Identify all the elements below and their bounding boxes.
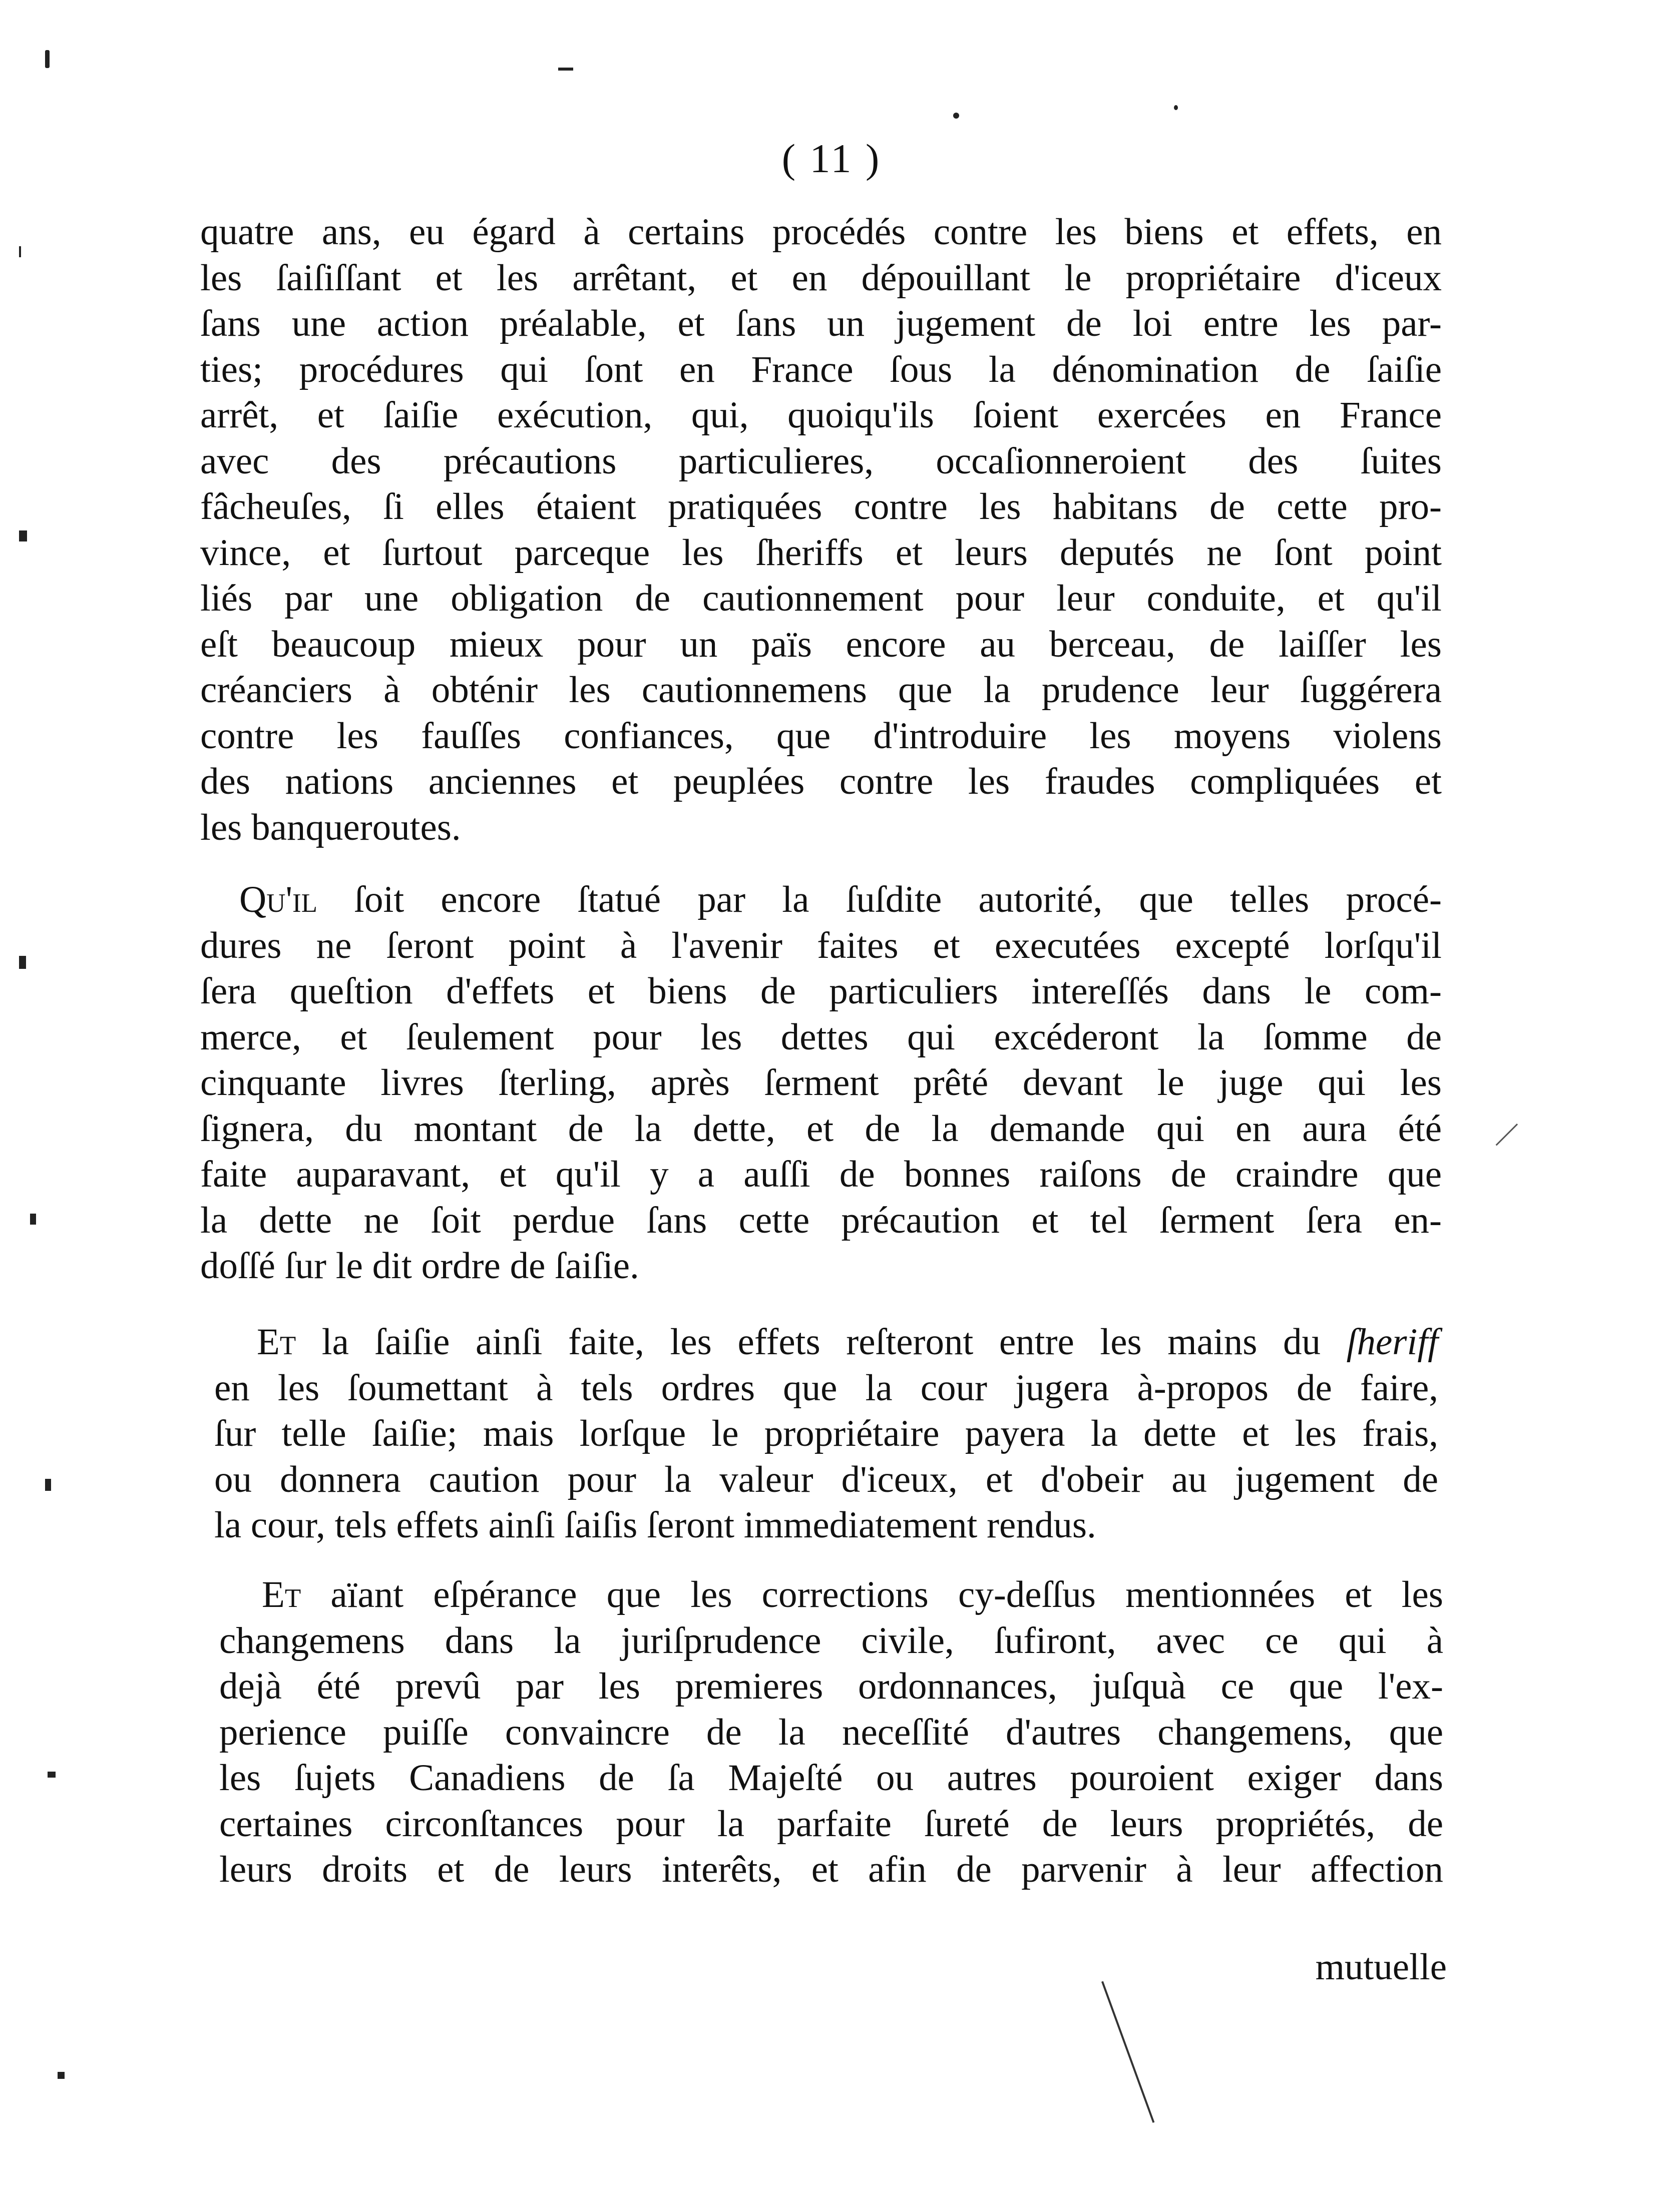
text-line: changemens dans la juriſprudence civile, ſufiront, avec ce qui à [219,1619,1443,1662]
paragraph-lead: Qu'il [239,879,317,920]
scan-speck [45,1479,51,1491]
text-fragment: la ſaiſie ainſi faite, les effets reſteront entre les mains du [296,1321,1347,1363]
text-line: eſt beaucoup mieux pour un païs encore au berceau, de laiſſer les [200,623,1442,665]
text-line [214,1319,1438,1365]
text-line: la dette ne ſoit perdue ſans cette précaution et tel ſerment ſera en- [200,1199,1442,1241]
text-line: certaines circonſtances pour la parfaite ſureté de leurs propriétés, de [219,1803,1443,1845]
text-line: liés par une obligation de cautionnement pour leur conduite, et qu'il [200,578,1442,619]
scan-speck [48,1772,56,1778]
text-fragment: aïant eſpérance que les corrections cy-deſſus mentionnées et les [301,1574,1443,1615]
ink-stroke [1496,1124,1518,1146]
text-line: merce, et ſeulement pour les dettes qui excéderont la ſomme de [200,1016,1442,1058]
scan-speck [30,1214,36,1225]
text-line: arrêt, et ſaiſie exécution, qui, quoiqu'ils ſoient exercées en France [200,394,1442,436]
text-line: dures ne ſeront point à l'avenir faites et executées excepté lorſqu'il [200,924,1442,966]
text-line: ſans une action préalable, et ſans un jugement de loi entre les par- [200,303,1442,344]
scan-speck [19,530,27,541]
scan-speck [19,246,21,257]
text-line: quatre ans, eu égard à certains procédés contre les biens et effets, en [200,211,1442,253]
scan-speck [19,956,26,969]
text-fragment: ſoit encore ſtatué par la ſuſdite autorité, que telles procé- [317,879,1442,920]
scan-speck [558,68,573,71]
paragraph-lead: Et [257,1321,296,1363]
text-line: les ſaiſiſſant et les arrêtant, et en dépouillant le propriétaire d'iceux [200,257,1442,299]
text-line: créanciers à obténir les cautionnemens que la prudence leur ſuggérera [200,669,1442,711]
text-line: doſſé ſur le dit ordre de ſaiſie. [200,1245,639,1287]
text-line: des nations anciennes et peuplées contre les fraudes compliquées et [200,761,1442,802]
text-line: faite auparavant, et qu'il y a auſſi de bonnes raiſons de craindre que [200,1154,1442,1195]
paragraph-4 [219,1572,1443,1893]
scan-speck [953,113,959,119]
scan-speck [58,2072,65,2079]
scan-speck [1174,105,1178,110]
text-line: vince, et ſurtout parceque les ſheriffs et leurs deputés ne ſont point [200,531,1442,574]
paragraph-lead: Et [262,1574,301,1615]
text-line: cinquante livres ſterling, après ſerment prêté devant le juge qui les [200,1062,1442,1103]
text-line: perience puiſſe convaincre de la neceſſité d'autres changemens, que [219,1711,1443,1753]
text-line: avec des précautions particulieres, occaſionneroient des ſuites [200,440,1442,482]
text-line: la cour, tels effets ainſi ſaiſis ſeront immediatement rendus. [214,1504,1096,1546]
text-line: les ſujets Canadiens de ſa Majeſté ou autres pouroient exiger dans [219,1757,1443,1799]
text-line: contre les fauſſes confiances, que d'introduire les moyens violens [200,715,1442,757]
italic-word: ſheriff [1346,1321,1438,1363]
paragraph-1 [200,209,1442,850]
paragraph-3 [214,1319,1438,1548]
ink-stroke [1101,1981,1154,2123]
paragraph-2 [200,877,1442,1289]
text-line: en les ſoumettant à tels ordres que la cour jugera à-propos de faire, [214,1367,1438,1409]
text-line: ſignera, du montant de la dette, et de la demande qui en aura été [200,1108,1442,1150]
text-line [219,1572,1443,1618]
text-line: fâcheuſes, ſi elles étaient pratiquées contre les habitans de cette pro- [200,486,1442,527]
page-number: ( 11 ) [781,136,882,181]
text-line: dejà été prevû par les premieres ordonnances, juſquà ce que l'ex- [219,1666,1443,1707]
catchword: mutuelle [1315,1946,1447,1988]
text-line: ou donnera caution pour la valeur d'iceux, et d'obeir au jugement de [214,1458,1438,1500]
text-line: ſur telle ſaiſie; mais lorſque le propriétaire payera la dette et les frais, [214,1413,1438,1454]
scan-speck [45,50,50,68]
text-line: ties; procédures qui ſont en France ſous la dénomination de ſaiſie [200,348,1442,390]
text-line: leurs droits et de leurs interêts, et afin de parvenir à leur affection [219,1849,1443,1890]
text-line [200,877,1442,923]
text-line: les banqueroutes. [200,806,461,848]
text-line: ſera queſtion d'effets et biens de particuliers intereſſés dans le com- [200,970,1442,1012]
